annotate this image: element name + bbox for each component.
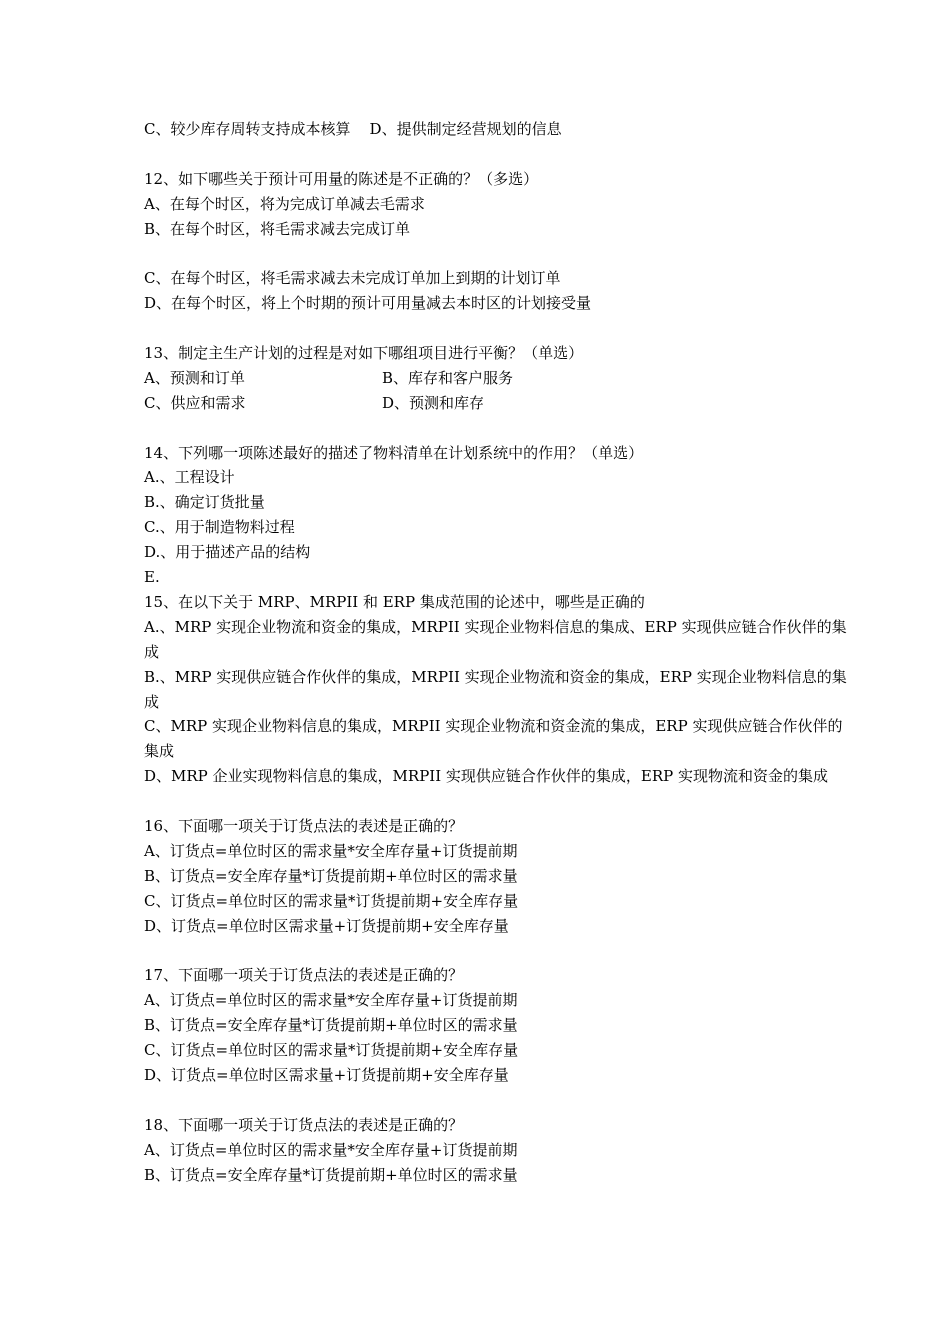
q13-option-b: B、库存和客户服务 — [382, 368, 514, 387]
spacer — [144, 1088, 856, 1113]
q15-option-c: C、MRP 实现企业物料信息的集成，MRPII 实现企业物流和资金流的集成，ERP 实现供应链合作伙伴的集成 — [144, 717, 843, 761]
q12-option-c: C、在每个时区，将毛需求减去未完成订单加上到期的计划订单 — [144, 269, 561, 288]
q11-options-cd: C、较少库存周转支持成本核算 D、提供制定经营规划的信息 — [144, 120, 562, 138]
q16-option-a: A、订货点=单位时区的需求量*安全库存量+订货提前期 — [144, 841, 518, 860]
q13-options-row-2 — [144, 391, 856, 416]
spacer — [144, 416, 856, 441]
q17-option-d: D、订货点=单位时区需求量+订货提前期+安全库存量 — [144, 1065, 509, 1084]
spacer — [144, 316, 856, 341]
q14-option-e: E. — [144, 568, 160, 587]
q13-option-c: C、供应和需求 — [144, 393, 246, 412]
q12-option-a: A、在每个时区，将为完成订单减去毛需求 — [144, 194, 425, 213]
q14-option-a: A.、工程设计 — [144, 468, 235, 487]
q13-option-d: D、预测和库存 — [382, 393, 485, 412]
q12-option-b: B、在每个时区，将毛需求减去完成订单 — [144, 219, 411, 238]
q18-option-a: A、订货点=单位时区的需求量*安全库存量+订货提前期 — [144, 1140, 518, 1159]
q15-option-b: B.、MRP 实现供应链合作伙伴的集成，MRPII 实现企业物流和资金的集成，ERP 实现企业物料信息的集成 — [144, 667, 847, 711]
q17-option-a: A、订货点=单位时区的需求量*安全库存量+订货提前期 — [144, 991, 518, 1010]
q13-question: 13、制定主生产计划的过程是对如下哪组项目进行平衡？（单选） — [144, 344, 584, 363]
q14-option-d: D.、用于描述产品的结构 — [144, 543, 311, 562]
document-page — [144, 117, 856, 1187]
q13-options-row-1 — [144, 366, 856, 391]
q18-option-b: B、订货点=安全库存量*订货提前期+单位时区的需求量 — [144, 1165, 518, 1184]
spacer — [144, 789, 856, 814]
q15-option-a: A.、MRP 实现企业物流和资金的集成，MRPII 实现企业物料信息的集成、ERP 实现供应链合作伙伴的集成 — [144, 617, 847, 661]
q12-option-d: D、在每个时区，将上个时期的预计可用量减去本时区的计划接受量 — [144, 294, 592, 313]
q16-option-b: B、订货点=安全库存量*订货提前期+单位时区的需求量 — [144, 866, 518, 885]
q18-question: 18、下面哪一项关于订货点法的表述是正确的？ — [144, 1115, 464, 1134]
q17-option-c: C、订货点=单位时区的需求量*订货提前期+安全库存量 — [144, 1041, 519, 1060]
q16-question: 16、下面哪一项关于订货点法的表述是正确的？ — [144, 817, 464, 836]
q14-option-c: C.、用于制造物料过程 — [144, 518, 295, 537]
q14-option-b: B.、确定订货批量 — [144, 493, 265, 512]
q16-option-c: C、订货点=单位时区的需求量*订货提前期+安全库存量 — [144, 891, 519, 910]
spacer — [144, 142, 856, 167]
spacer — [144, 939, 856, 964]
q12-question: 12、如下哪些关于预计可用量的陈述是不正确的？（多选） — [144, 169, 539, 188]
q13-option-a: A、预测和订单 — [144, 368, 245, 387]
spacer — [144, 241, 856, 266]
q15-option-d: D、MRP 企业实现物料信息的集成，MRPII 实现供应链合作伙伴的集成，ERP 实现物流和资金的集成 — [144, 767, 829, 786]
q17-option-b: B、订货点=安全库存量*订货提前期+单位时区的需求量 — [144, 1016, 518, 1035]
q17-question: 17、下面哪一项关于订货点法的表述是正确的？ — [144, 966, 464, 985]
q15-question: 15、在以下关于 MRP、MRPII 和 ERP 集成范围的论述中，哪些是正确的 — [144, 592, 645, 611]
q16-option-d: D、订货点=单位时区需求量+订货提前期+安全库存量 — [144, 916, 509, 935]
q14-question: 14、下列哪一项陈述最好的描述了物料清单在计划系统中的作用？（单选） — [144, 443, 644, 462]
